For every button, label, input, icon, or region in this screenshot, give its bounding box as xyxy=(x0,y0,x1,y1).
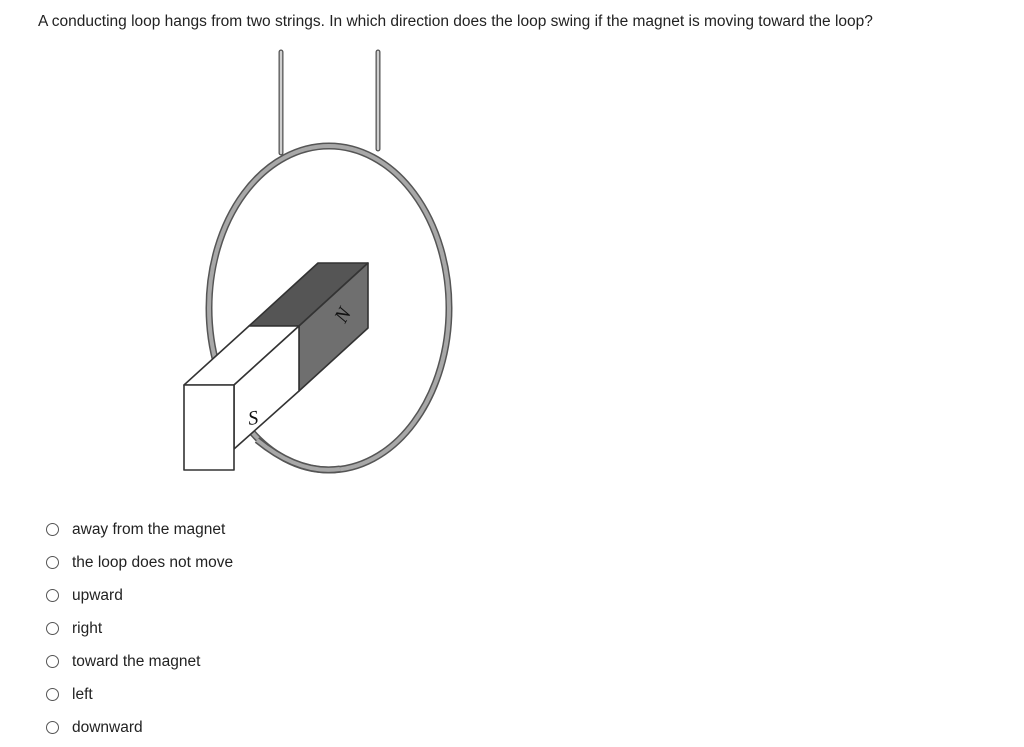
answer-options xyxy=(46,513,233,744)
option-label: toward the magnet xyxy=(72,652,201,670)
radio-button[interactable] xyxy=(46,721,59,734)
option-left[interactable] xyxy=(46,678,233,711)
magnet-pole-s: S xyxy=(246,406,260,430)
option-label: upward xyxy=(72,586,123,604)
loop-magnet-figure xyxy=(170,40,470,480)
radio-button[interactable] xyxy=(46,589,59,602)
option-label: away from the magnet xyxy=(72,520,226,538)
option-label: right xyxy=(72,619,103,637)
option-away-from-the-magnet[interactable] xyxy=(46,513,233,546)
option-label: downward xyxy=(72,718,143,736)
question-text: A conducting loop hangs from two strings. In which direction does the loop swing if the magnet is moving toward the loop? xyxy=(38,13,873,30)
radio-button[interactable] xyxy=(46,655,59,668)
loop-magnet-diagram xyxy=(170,40,470,480)
option-upward[interactable] xyxy=(46,579,233,612)
radio-button[interactable] xyxy=(46,622,59,635)
radio-button[interactable] xyxy=(46,523,59,536)
option-downward[interactable] xyxy=(46,711,233,744)
option-label: the loop does not move xyxy=(72,553,234,571)
option-right[interactable] xyxy=(46,612,233,645)
radio-button[interactable] xyxy=(46,688,59,701)
option-label: left xyxy=(72,685,93,703)
option-the-loop-does-not-move[interactable] xyxy=(46,546,233,579)
magnet-pole-n: N xyxy=(330,303,357,327)
option-toward-the-magnet[interactable] xyxy=(46,645,233,678)
radio-button[interactable] xyxy=(46,556,59,569)
